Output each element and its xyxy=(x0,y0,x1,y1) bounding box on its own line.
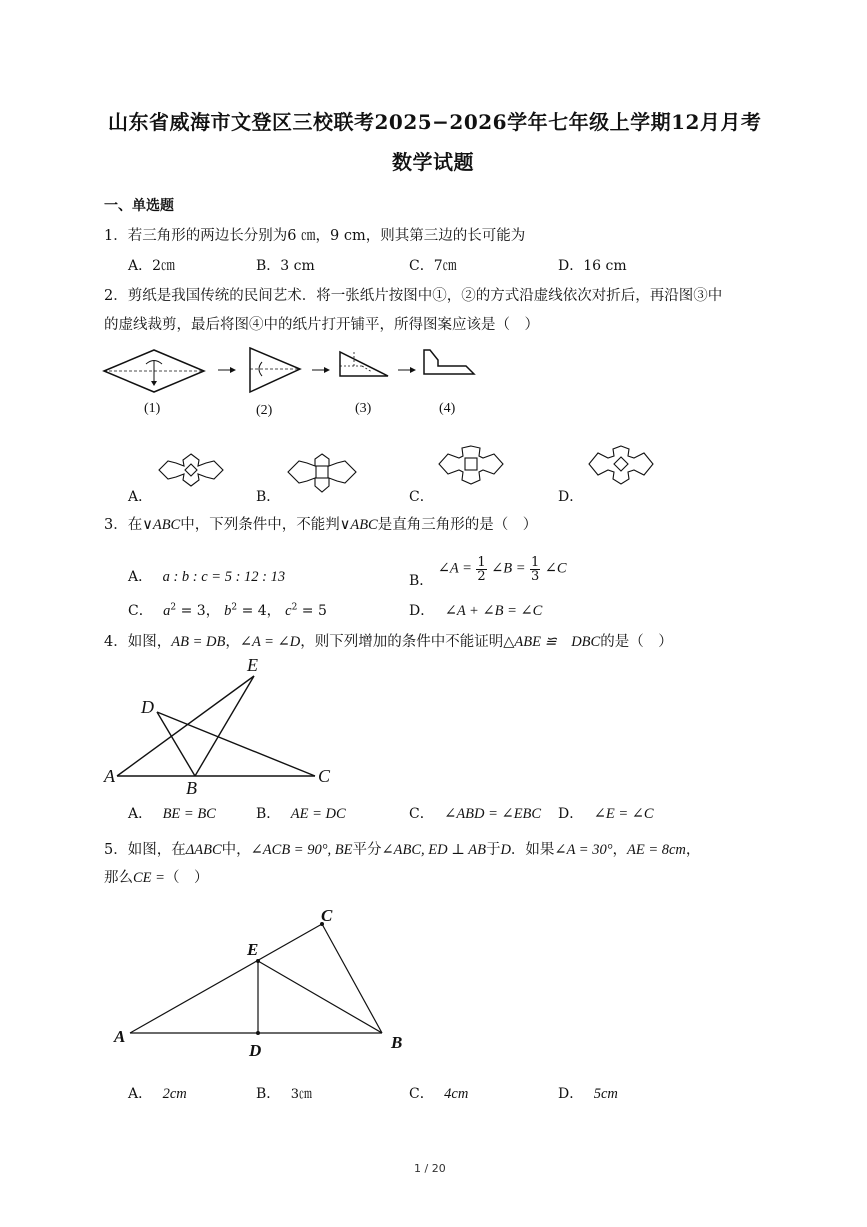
q3-option-c-a: a xyxy=(163,603,171,619)
q4-point-e-label: E xyxy=(247,655,258,675)
q3-option-c-eq1: = 3， xyxy=(176,603,220,619)
paper-cut-option-c xyxy=(436,444,506,486)
q4-option-a-math: BE = BC xyxy=(162,806,216,822)
q4-math-3: △ABE ≌ DBC xyxy=(503,634,601,650)
fold-step-1-figure xyxy=(104,348,208,394)
q4-option-c-label: C． xyxy=(409,806,434,822)
paper-cut-option-a xyxy=(156,452,226,488)
q4-point-a-label: A xyxy=(104,766,115,786)
q5-option-b-label: B． xyxy=(256,1086,281,1102)
q3-option-c-eq3: = 5 xyxy=(297,603,327,619)
q5-point-a-label: A xyxy=(114,1027,126,1046)
q5-text-5: ， xyxy=(612,842,627,858)
q5-math-2: ∠ACB = 90°, BE xyxy=(250,842,353,858)
q3-option-b-fraction-2 xyxy=(530,556,540,583)
q3-option-b-label: B． xyxy=(409,573,434,589)
q2-option-b: B． xyxy=(256,489,281,505)
q4-option-d-label: D． xyxy=(558,806,584,822)
q3-option-b-fraction-1 xyxy=(476,556,486,583)
fraction-denominator: 2 xyxy=(477,568,486,584)
q3-option-c-eq2: = 4， xyxy=(237,603,281,619)
arrow-icon xyxy=(312,366,330,374)
q4-point-b-label: B xyxy=(186,778,197,798)
question-1-text: 1．若三角形的两边长分别为6 ㎝，9 cm，则其第三边的长可能为 xyxy=(104,228,526,244)
q3-option-d-label: D． xyxy=(409,603,435,619)
q5-prefix: 5．如图，在 xyxy=(104,842,186,858)
q5-option-c-math: 4cm xyxy=(444,1086,469,1102)
q5-point-c-label: C xyxy=(321,906,333,925)
q3-triangle-1: ∨ABC xyxy=(142,517,181,533)
superscript: 2 xyxy=(170,602,177,613)
q4-option-c xyxy=(409,803,541,823)
q5-point-e-label: E xyxy=(247,940,259,959)
figure-label-1: (1) xyxy=(144,401,161,416)
figure-label-2: (2) xyxy=(256,403,273,418)
arrow-icon xyxy=(218,366,236,374)
q3-triangle-2: ∨ABC xyxy=(339,517,378,533)
q5-text-2: 平分 xyxy=(352,842,382,858)
q4-option-b xyxy=(256,803,346,823)
q3-option-c-b: b xyxy=(224,603,232,619)
question-5-line2 xyxy=(104,866,208,887)
q3-option-a-label: A． xyxy=(128,569,153,585)
q5-option-c xyxy=(409,1083,468,1103)
q5-text-4: ．如果 xyxy=(510,842,555,858)
q5-text-3: 于 xyxy=(485,842,501,858)
q5-line2-math: CE = xyxy=(133,870,165,886)
q3-option-d xyxy=(409,600,542,620)
q4-option-b-math: AE = DC xyxy=(290,806,346,822)
section-heading: 一、单选题 xyxy=(104,198,174,214)
arrow-icon xyxy=(398,366,416,374)
q1-option-d: D．16 cm xyxy=(558,258,627,274)
q1-option-c: C．7㎝ xyxy=(409,258,457,274)
q4-geometry-figure xyxy=(100,655,340,805)
fraction-denominator: 3 xyxy=(530,568,540,584)
q5-option-d-label: D． xyxy=(558,1086,584,1102)
fraction-numerator: 1 xyxy=(530,554,540,570)
q4-point-c-label: C xyxy=(318,766,331,786)
q4-math-1: AB = DB xyxy=(171,634,226,650)
q5-math-1: ΔABC xyxy=(185,842,222,858)
q3-option-a-math: a : b : c = 5 : 12 : 13 xyxy=(162,569,286,585)
q5-math-3: ∠ABC, ED ⊥ AB xyxy=(381,842,486,858)
q4-middle: ，则下列增加的条件中不能证明 xyxy=(300,634,504,650)
paper-cut-option-d xyxy=(586,444,656,486)
q5-math-6: AE = 8cm xyxy=(627,842,686,858)
fold-step-2-figure xyxy=(248,346,302,396)
q4-option-a xyxy=(128,803,216,823)
question-2-line2: 的虚线裁剪，最后将图④中的纸片打开铺平，所得图案应该是（ ） xyxy=(104,317,539,333)
q4-math-2: ∠A = ∠D xyxy=(239,634,301,650)
q3-option-b xyxy=(409,548,567,590)
figure-label-4: (4) xyxy=(439,401,456,416)
superscript: 2 xyxy=(231,602,238,613)
q3-option-d-math: ∠A + ∠B = ∠C xyxy=(444,603,543,619)
q3-option-a xyxy=(128,566,285,586)
q4-suffix: 的是（ ） xyxy=(600,634,673,650)
q5-geometry-figure xyxy=(120,915,400,1045)
fraction-numerator: 1 xyxy=(477,554,486,570)
q3-suffix: 是直角三角形的是（ ） xyxy=(377,517,538,533)
q5-math-5: ∠A = 30° xyxy=(554,842,613,858)
q5-option-d xyxy=(558,1083,618,1103)
q5-line2-suffix: （ ） xyxy=(164,870,209,886)
q4-point-d-label: D xyxy=(141,697,154,717)
q4-sep: ， xyxy=(225,634,240,650)
q4-option-d-math: ∠E = ∠C xyxy=(593,806,654,822)
question-2-line1: 2．剪纸是我国传统的民间艺术．将一张纸片按图中①，②的方式沿虚线依次对折后，再沿图③中 xyxy=(104,288,723,304)
q1-option-b: B．3 cm xyxy=(256,258,315,274)
question-5-text xyxy=(104,838,700,859)
question-3-text xyxy=(104,513,537,534)
q5-option-c-label: C． xyxy=(409,1086,434,1102)
question-4-text xyxy=(104,630,673,651)
q2-option-d: D． xyxy=(558,489,584,505)
superscript: 2 xyxy=(291,602,298,613)
q5-option-d-math: 5cm xyxy=(593,1086,618,1102)
q5-point-d-label: D xyxy=(249,1041,262,1060)
q5-point-b-label: B xyxy=(391,1033,403,1052)
q3-middle: 中，下列条件中，不能判 xyxy=(180,517,340,533)
q5-option-a-math: 2cm xyxy=(162,1086,187,1102)
q5-text-6: ， xyxy=(685,842,701,858)
q3-option-b-math-3: ∠C xyxy=(544,560,567,577)
q1-option-a: A．2㎝ xyxy=(128,258,176,274)
q5-text-1: 中， xyxy=(221,842,251,858)
q4-option-a-label: A． xyxy=(128,806,153,822)
q3-option-b-math-1: ∠A = xyxy=(437,560,472,577)
q5-option-b xyxy=(256,1083,312,1103)
figure-label-3: (3) xyxy=(355,401,372,416)
q5-option-a xyxy=(128,1083,187,1103)
q4-option-d xyxy=(558,803,654,823)
q5-option-a-label: A． xyxy=(128,1086,153,1102)
q3-option-c-c: c xyxy=(285,603,292,619)
paper-cut-option-b xyxy=(285,452,359,494)
fold-step-3-figure xyxy=(338,350,390,378)
q3-option-b-math-2: ∠B = xyxy=(491,560,526,577)
q5-line2-prefix: 那么 xyxy=(104,870,133,886)
page-title: 山东省威海市文登区三校联考2025−2026学年七年级上学期12月月考 xyxy=(108,110,762,134)
q4-option-c-math: ∠ABD = ∠EBC xyxy=(444,806,542,822)
q3-option-c-label: C． xyxy=(128,603,153,619)
q5-option-b-math: 3㎝ xyxy=(290,1087,313,1102)
page-subtitle: 数学试题 xyxy=(392,150,474,174)
fold-step-4-figure xyxy=(422,348,476,378)
page-number: 1 / 20 xyxy=(414,1162,446,1175)
q2-option-c: C． xyxy=(409,489,434,505)
q5-math-4: D xyxy=(500,842,511,858)
q3-option-c xyxy=(128,600,327,620)
q4-prefix: 4．如图， xyxy=(104,634,172,650)
q2-option-a: A． xyxy=(128,489,153,505)
q3-prefix: 3．在 xyxy=(104,517,143,533)
q4-option-b-label: B． xyxy=(256,806,281,822)
